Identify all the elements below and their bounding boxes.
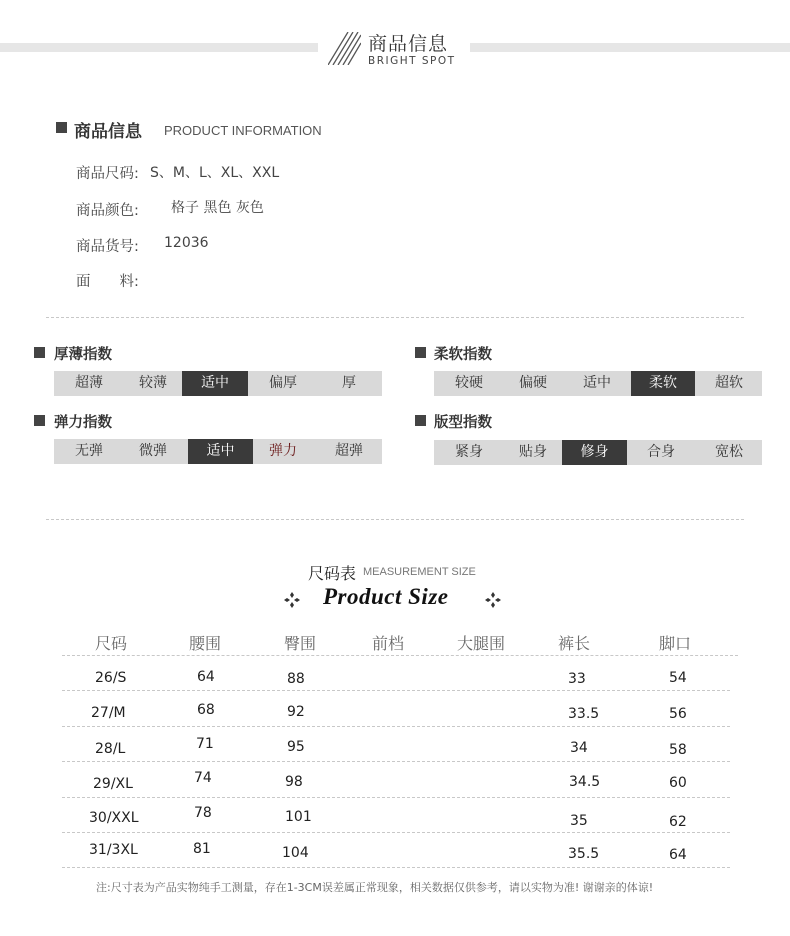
divider	[46, 519, 744, 520]
banner-subtitle: BRIGHT SPOT	[368, 55, 456, 67]
scale-option-selected: 柔软	[631, 371, 695, 396]
col-header-hip: 臀围	[284, 634, 317, 653]
info-value-sku: 12036	[164, 235, 209, 251]
scale-option: 厚	[342, 375, 356, 391]
cell-waist: 81	[193, 841, 211, 857]
cell-hip: 95	[287, 739, 305, 755]
table-row-divider	[62, 690, 730, 691]
scale-option: 偏硬	[519, 375, 547, 391]
cell-size: 30/XXL	[89, 810, 139, 826]
table-divider	[62, 655, 738, 656]
cell-length: 34.5	[569, 774, 601, 790]
scale-option: 超薄	[75, 375, 103, 391]
scale-option: 合身	[647, 444, 675, 460]
scale-option: 适中	[583, 375, 611, 391]
cell-length: 33	[568, 671, 586, 687]
cell-size: 31/3XL	[89, 842, 138, 858]
col-header-size: 尺码	[95, 634, 128, 653]
cell-hem: 62	[669, 814, 687, 830]
info-label-sku: 商品货号:	[76, 239, 139, 255]
cell-waist: 64	[197, 669, 215, 685]
ornament-icon	[283, 591, 301, 609]
scale-fit	[434, 440, 762, 465]
banner-title: 商品信息	[368, 33, 449, 55]
square-icon	[415, 347, 426, 358]
cell-length: 35.5	[568, 846, 600, 862]
cell-hem: 56	[669, 706, 687, 722]
table-row-divider	[62, 832, 730, 833]
scale-option-selected: 修身	[562, 440, 627, 465]
col-header-hem: 脚口	[659, 634, 692, 653]
col-header-front-rise: 前档	[372, 634, 405, 653]
scale-option: 较硬	[455, 375, 483, 391]
scale-option: 贴身	[519, 444, 547, 460]
size-table-title-en: MEASUREMENT SIZE	[363, 566, 476, 578]
info-heading: 商品信息	[74, 122, 142, 142]
cell-hem: 60	[669, 775, 687, 791]
cell-hip: 92	[287, 704, 305, 720]
cell-size: 26/S	[95, 670, 127, 686]
scale-option: 宽松	[715, 444, 743, 460]
cell-size: 29/XL	[93, 776, 133, 792]
ornament-icon	[484, 591, 502, 609]
heading-square-icon	[56, 122, 67, 133]
size-table-title: 尺码表	[308, 564, 357, 583]
cell-hem: 58	[669, 742, 687, 758]
scale-softness	[434, 371, 762, 396]
banner-band-left	[0, 43, 318, 52]
col-header-length: 裤长	[558, 634, 591, 653]
table-row-divider	[62, 761, 730, 762]
size-note: 注:尺寸表为产品实物纯手工测量，存在1-3CM误差属正常现象，相关数据仅供参考，请以实物为准! 谢谢亲的体谅!	[96, 881, 654, 894]
table-row-divider	[62, 867, 730, 868]
info-label-fabric: 面 料:	[76, 274, 139, 290]
cell-waist: 71	[196, 736, 214, 752]
scale-option: 超软	[715, 375, 743, 391]
banner-band-right	[470, 43, 790, 52]
cell-size: 28/L	[95, 741, 126, 757]
cell-hem: 54	[669, 670, 687, 686]
scale-option: 较薄	[139, 375, 167, 391]
col-header-waist: 腰围	[189, 634, 222, 653]
col-header-thigh: 大腿围	[457, 634, 506, 653]
info-value-size: S、M、L、XL、XXL	[150, 165, 280, 181]
cell-hem: 64	[669, 847, 687, 863]
table-row-divider	[62, 797, 730, 798]
cell-length: 35	[570, 813, 588, 829]
cell-length: 33.5	[568, 706, 600, 722]
cell-length: 34	[570, 740, 588, 756]
index-title-fit: 版型指数	[434, 415, 492, 431]
info-label-color: 商品颜色:	[76, 203, 139, 219]
index-title-elasticity: 弹力指数	[54, 415, 112, 431]
scale-option-selected: 适中	[182, 371, 248, 396]
scale-option: 紧身	[455, 444, 483, 460]
cell-waist: 74	[194, 770, 212, 786]
scale-option-selected: 适中	[188, 439, 253, 464]
scale-option: 无弹	[75, 443, 103, 459]
cell-waist: 68	[197, 702, 215, 718]
hatch-icon	[328, 32, 361, 65]
cell-waist: 78	[194, 805, 212, 821]
cell-hip: 88	[287, 671, 305, 687]
scale-elasticity	[54, 439, 382, 464]
scale-option: 偏厚	[269, 375, 297, 391]
index-title-softness: 柔软指数	[434, 347, 492, 363]
info-value-color: 格子 黑色 灰色	[171, 200, 264, 216]
divider	[46, 317, 744, 318]
cell-hip: 104	[282, 845, 309, 861]
info-heading-en: PRODUCT INFORMATION	[164, 123, 322, 138]
cell-hip: 98	[285, 774, 303, 790]
scale-option: 弹力	[269, 443, 297, 459]
scale-thickness	[54, 371, 382, 396]
script-title: Product Size	[323, 584, 449, 609]
index-title-thickness: 厚薄指数	[54, 347, 112, 363]
square-icon	[34, 347, 45, 358]
square-icon	[34, 415, 45, 426]
cell-hip: 101	[285, 809, 312, 825]
scale-option: 超弹	[335, 443, 363, 459]
cell-size: 27/M	[91, 705, 126, 721]
scale-option: 微弹	[139, 443, 167, 459]
table-row-divider	[62, 726, 730, 727]
info-label-size: 商品尺码:	[76, 166, 139, 182]
square-icon	[415, 415, 426, 426]
